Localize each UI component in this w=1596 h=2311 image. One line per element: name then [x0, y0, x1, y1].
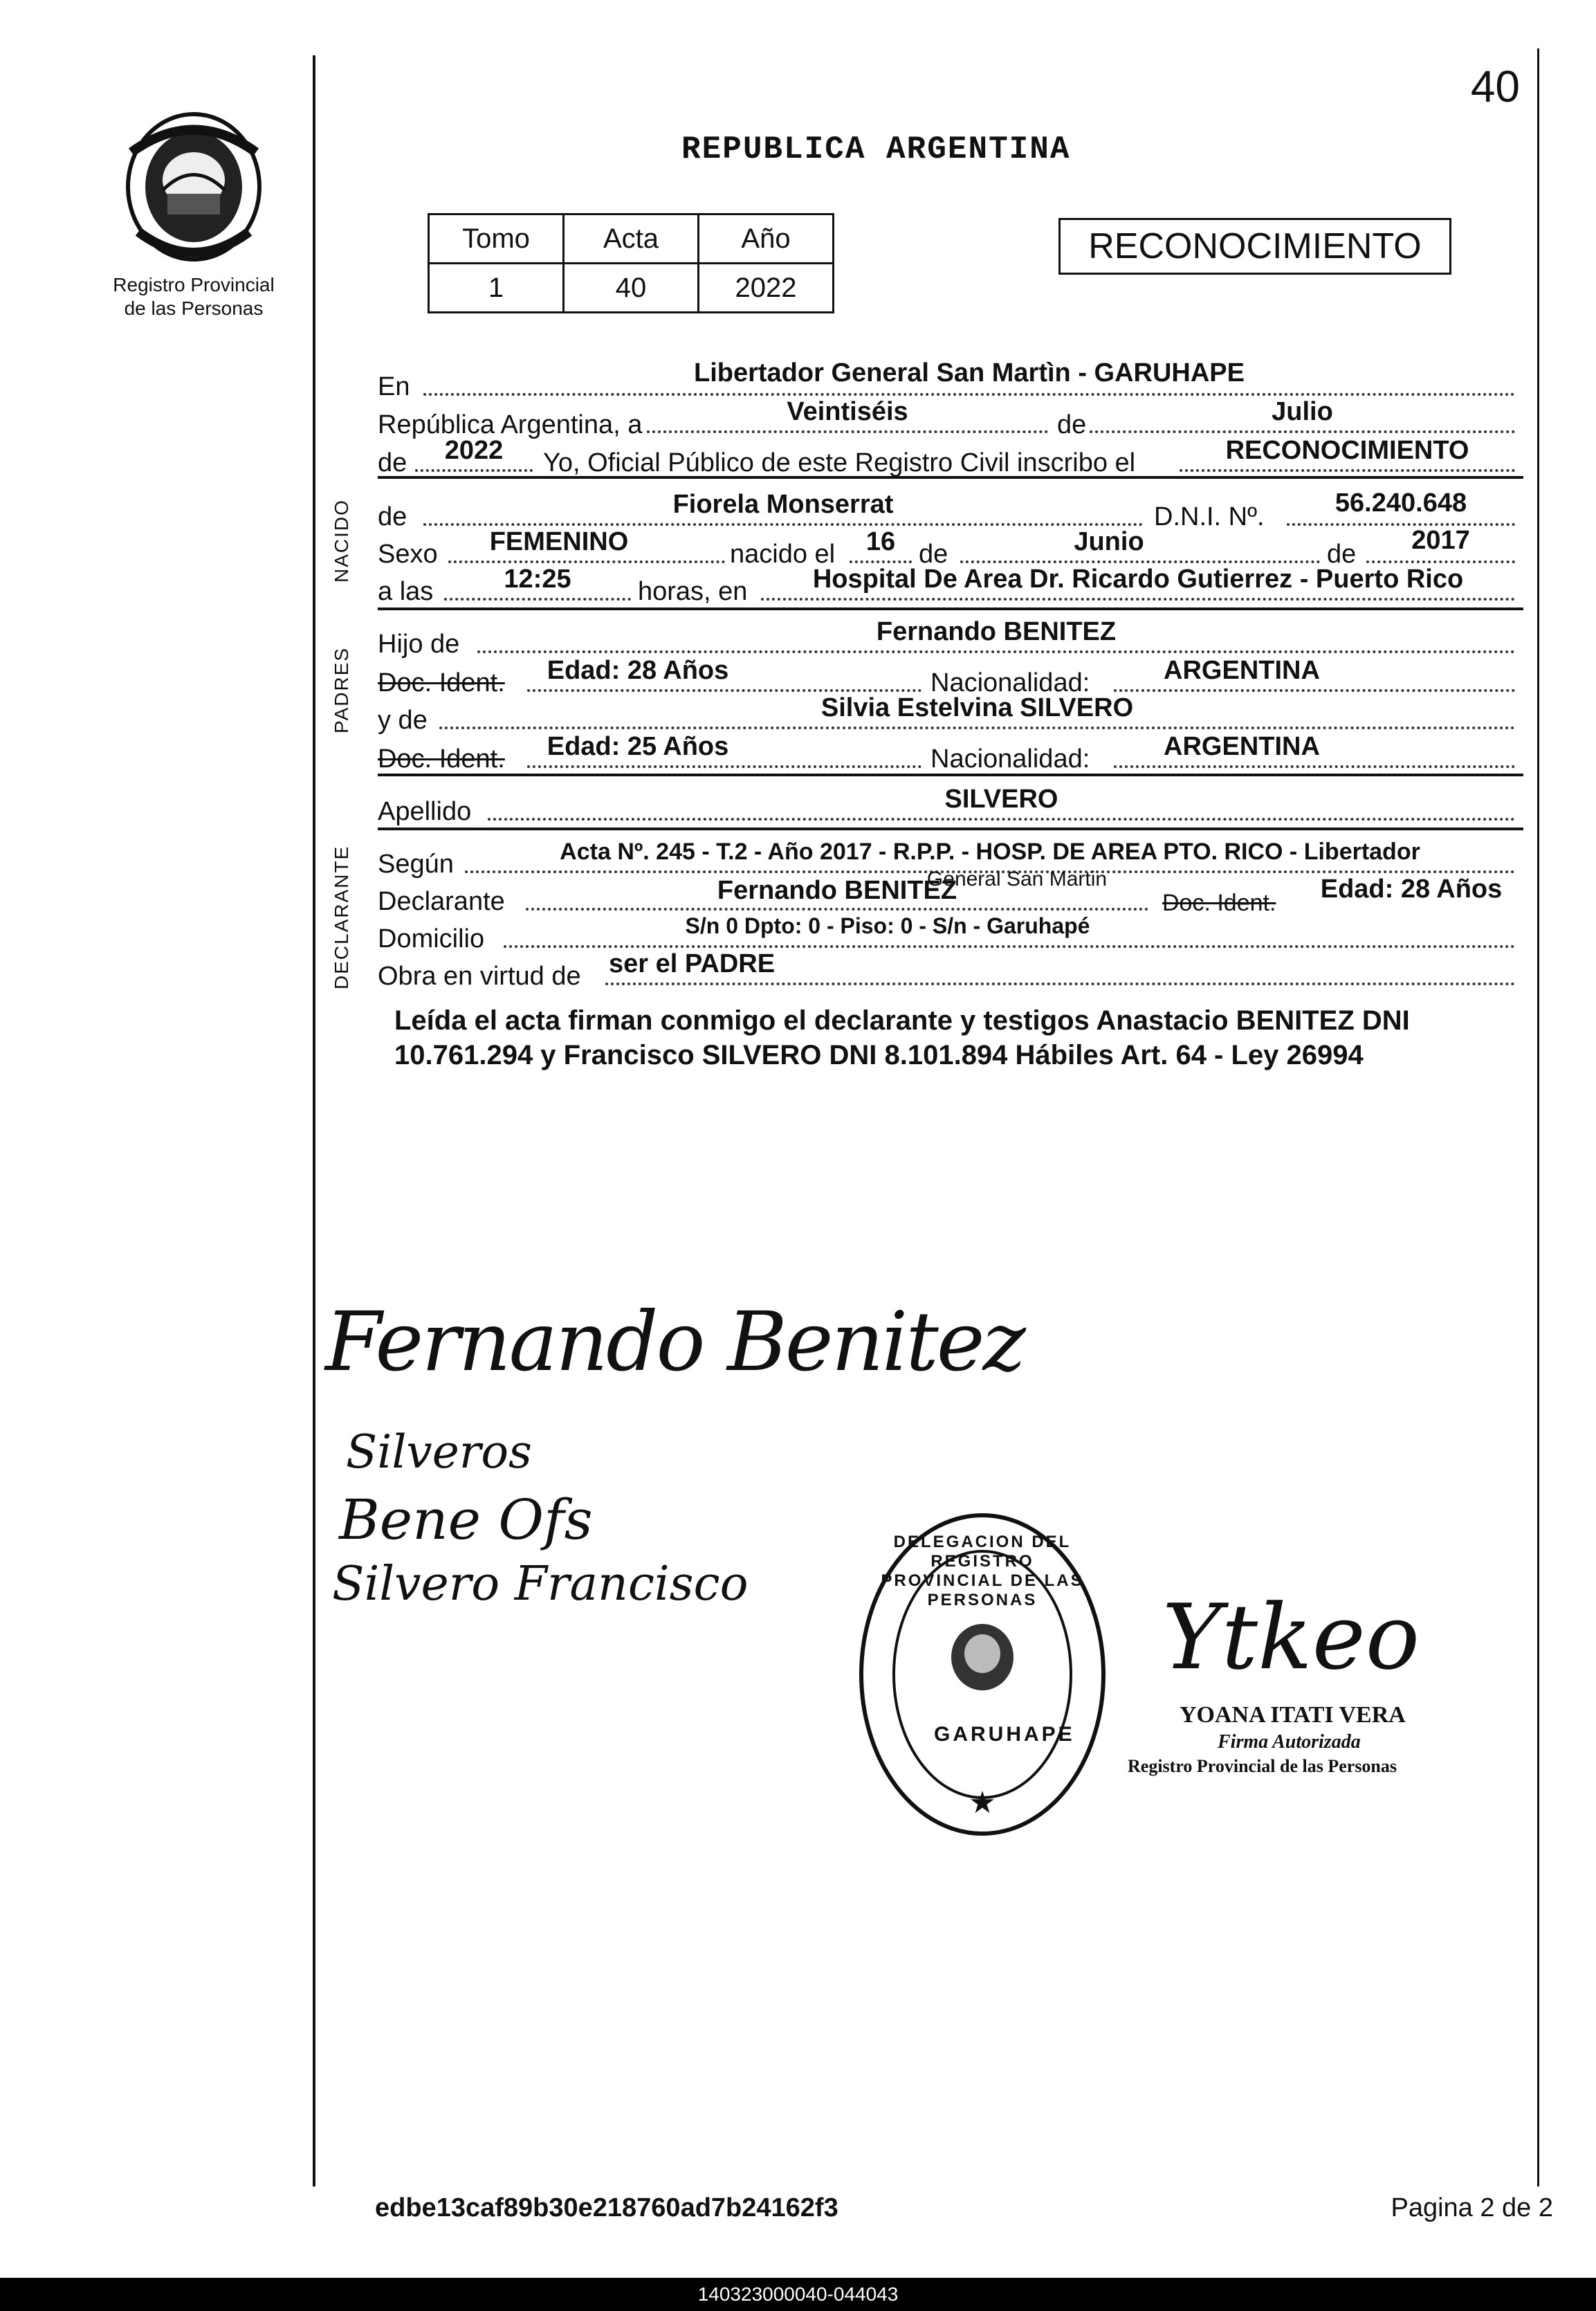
dotted-line: [850, 560, 912, 563]
place-value: Libertador General San Martìn - GARUHAPE: [693, 358, 1245, 387]
signature-witness-1: Bene Ofs: [339, 1488, 593, 1552]
day-words-value: Veintiséis: [787, 397, 908, 426]
table-header-cell: Acta: [564, 214, 699, 264]
father-nationality-value: ARGENTINA: [1164, 656, 1320, 685]
table-row: [429, 264, 834, 313]
dotted-line: [444, 598, 631, 601]
dotted-line: [1180, 469, 1515, 472]
legal-text: Leída el acta firman conmigo el declarante y testigos Anastacio BENITEZ DNI 10.761.294 y Francisco SILVERO DNI 8.101.894 Hábiles Art. 64 - Ley 26994: [394, 1005, 1410, 1070]
country-title: REPUBLICA ARGENTINA: [681, 131, 1071, 167]
de-label-2: de: [1327, 540, 1357, 569]
dotted-line: [488, 818, 1515, 821]
en-label: En: [378, 372, 410, 401]
act-type-inline: RECONOCIMIENTO: [1225, 436, 1469, 465]
dotted-line: [1366, 560, 1515, 563]
birth-year-value: 2017: [1411, 526, 1470, 555]
section-rule: [378, 476, 1523, 479]
y-de-label: y de: [378, 706, 428, 735]
official-text: Yo, Oficial Público de este Registro Civil inscribo el: [543, 448, 1136, 477]
declarante-label: Declarante: [378, 887, 505, 916]
official-role: Firma Autorizada: [1218, 1731, 1361, 1753]
svg-text:★: ★: [969, 1786, 996, 1820]
father-age-value: Edad: 28 Años: [547, 656, 729, 685]
apellido-value: SILVERO: [944, 785, 1058, 814]
dni-value: 56.240.648: [1334, 488, 1467, 518]
table-cell: 40: [564, 264, 699, 313]
dotted-line: [423, 393, 1515, 396]
table-header-cell: Tomo: [429, 214, 564, 264]
table-cell: 1: [429, 264, 564, 313]
dni-label: D.N.I. Nº.: [1154, 502, 1265, 531]
a-las-label: a las: [378, 577, 434, 606]
declarante-doc-label: Doc. Ident.: [1162, 890, 1276, 916]
padres-section-label: PADRES: [331, 646, 352, 733]
signature-declarante: Fernando Benitez: [325, 1294, 1024, 1389]
mother-nationality-value: ARGENTINA: [1164, 732, 1320, 761]
official-registry: Registro Provincial de las Personas: [1128, 1756, 1397, 1776]
dotted-line: [423, 523, 1143, 526]
page-number: 40: [1470, 62, 1520, 111]
mother-nationality-label: Nacionalidad:: [930, 745, 1090, 774]
sexo-label: Sexo: [378, 540, 438, 569]
nacido-section-label: NACIDO: [331, 499, 352, 583]
dotted-line: [504, 945, 1515, 948]
pagination: Pagina 2 de 2: [1391, 2193, 1553, 2222]
dotted-line: [605, 983, 1515, 985]
left-margin-line: [313, 55, 315, 2186]
dotted-line: [439, 727, 1515, 729]
registry-label-line1: Registro Provincial: [113, 274, 275, 295]
father-name-value: Fernando BENITEZ: [876, 617, 1117, 646]
official-name: YOANA ITATI VERA: [1180, 1702, 1406, 1728]
child-name-value: Fiorela Monserrat: [672, 490, 894, 519]
hijo-de-label: Hijo de: [378, 630, 460, 659]
mother-doc-label: Doc. Ident.: [378, 745, 505, 774]
right-margin-line: [1537, 48, 1539, 2186]
section-rule: [378, 828, 1523, 830]
act-type-box: RECONOCIMIENTO: [1058, 218, 1451, 275]
obra-value: ser el PADRE: [609, 949, 776, 978]
republica-label: República Argentina, a: [378, 410, 643, 439]
table-cell: 2022: [699, 264, 834, 313]
dotted-line: [761, 598, 1515, 601]
seal-town: GARUHAPE: [934, 1723, 1075, 1746]
dotted-line: [415, 469, 533, 472]
birth-day-value: 16: [865, 527, 896, 556]
sexo-value: FEMENINO: [489, 527, 629, 556]
segun-label: Según: [378, 850, 454, 879]
segun-continuation: General San Martin: [926, 868, 1108, 890]
birth-month-value: Junio: [1074, 527, 1144, 556]
hospital-value: Hospital De Area Dr. Ricardo Gutierrez - Puerto Rico: [812, 565, 1464, 594]
registry-label-line2: de las Personas: [124, 298, 264, 319]
dotted-line: [647, 430, 1048, 433]
mother-age-value: Edad: 25 Años: [547, 732, 729, 761]
mother-name-value: Silvia Estelvina SILVERO: [820, 693, 1134, 722]
document-id-bar: 140323000040-044043: [0, 2278, 1596, 2311]
declarante-age-value: Edad: 28 Años: [1320, 875, 1503, 904]
declarante-name-value: Fernando BENITEZ: [717, 876, 957, 905]
official-signature: Ytkeo: [1162, 1584, 1420, 1690]
domicilio-label: Domicilio: [378, 924, 485, 953]
segun-value: Acta Nº. 245 - T.2 - Año 2017 - R.P.P. - HOSP. DE AREA PTO. RICO - Libertador: [560, 839, 1420, 865]
table-header-row: [429, 214, 834, 264]
dotted-line: [527, 765, 921, 768]
seal-text: DELEGACION DEL REGISTRO PROVINCIAL DE LAS PERSONAS: [881, 1533, 1084, 1609]
father-nationality-label: Nacionalidad:: [930, 668, 1090, 697]
section-rule: [378, 774, 1523, 776]
obra-label: Obra en virtud de: [378, 962, 581, 991]
section-rule: [378, 608, 1523, 610]
declarante-section-label: DECLARANTE: [331, 845, 352, 989]
document-hash: edbe13caf89b30e218760ad7b24162f3: [375, 2193, 838, 2222]
dotted-line: [448, 560, 725, 563]
month-value: Julio: [1272, 397, 1333, 426]
year-value: 2022: [444, 436, 504, 465]
horas-label: horas, en: [638, 577, 748, 606]
de-label-1: de: [919, 540, 948, 569]
dotted-line: [527, 689, 921, 692]
father-doc-label: Doc. Ident.: [378, 668, 505, 697]
table-header-cell: Año: [699, 214, 834, 264]
provincia-misiones-logo: [111, 111, 277, 270]
apellido-label: Apellido: [378, 797, 472, 826]
dotted-line: [1114, 689, 1515, 692]
registry-label: [83, 273, 304, 320]
dotted-line: [477, 650, 1515, 653]
signature-silveros: Silveros: [346, 1425, 532, 1479]
nacido-el-label: nacido el: [730, 540, 836, 569]
de-label: de: [1057, 410, 1087, 439]
dotted-line: [1114, 765, 1515, 768]
domicilio-value: S/n 0 Dpto: 0 - Piso: 0 - S/n - Garuhapé: [685, 913, 1090, 938]
dotted-line: [526, 908, 1148, 911]
dotted-line: [960, 560, 1320, 563]
nacido-de-label: de: [378, 502, 407, 531]
tomo-acta-ano-table: [428, 213, 834, 313]
year-prefix: de: [378, 448, 407, 477]
signature-witness-2: Silvero Francisco: [332, 1557, 749, 1611]
dotted-line: [1090, 430, 1515, 433]
birth-time-value: 12:25: [504, 565, 571, 594]
